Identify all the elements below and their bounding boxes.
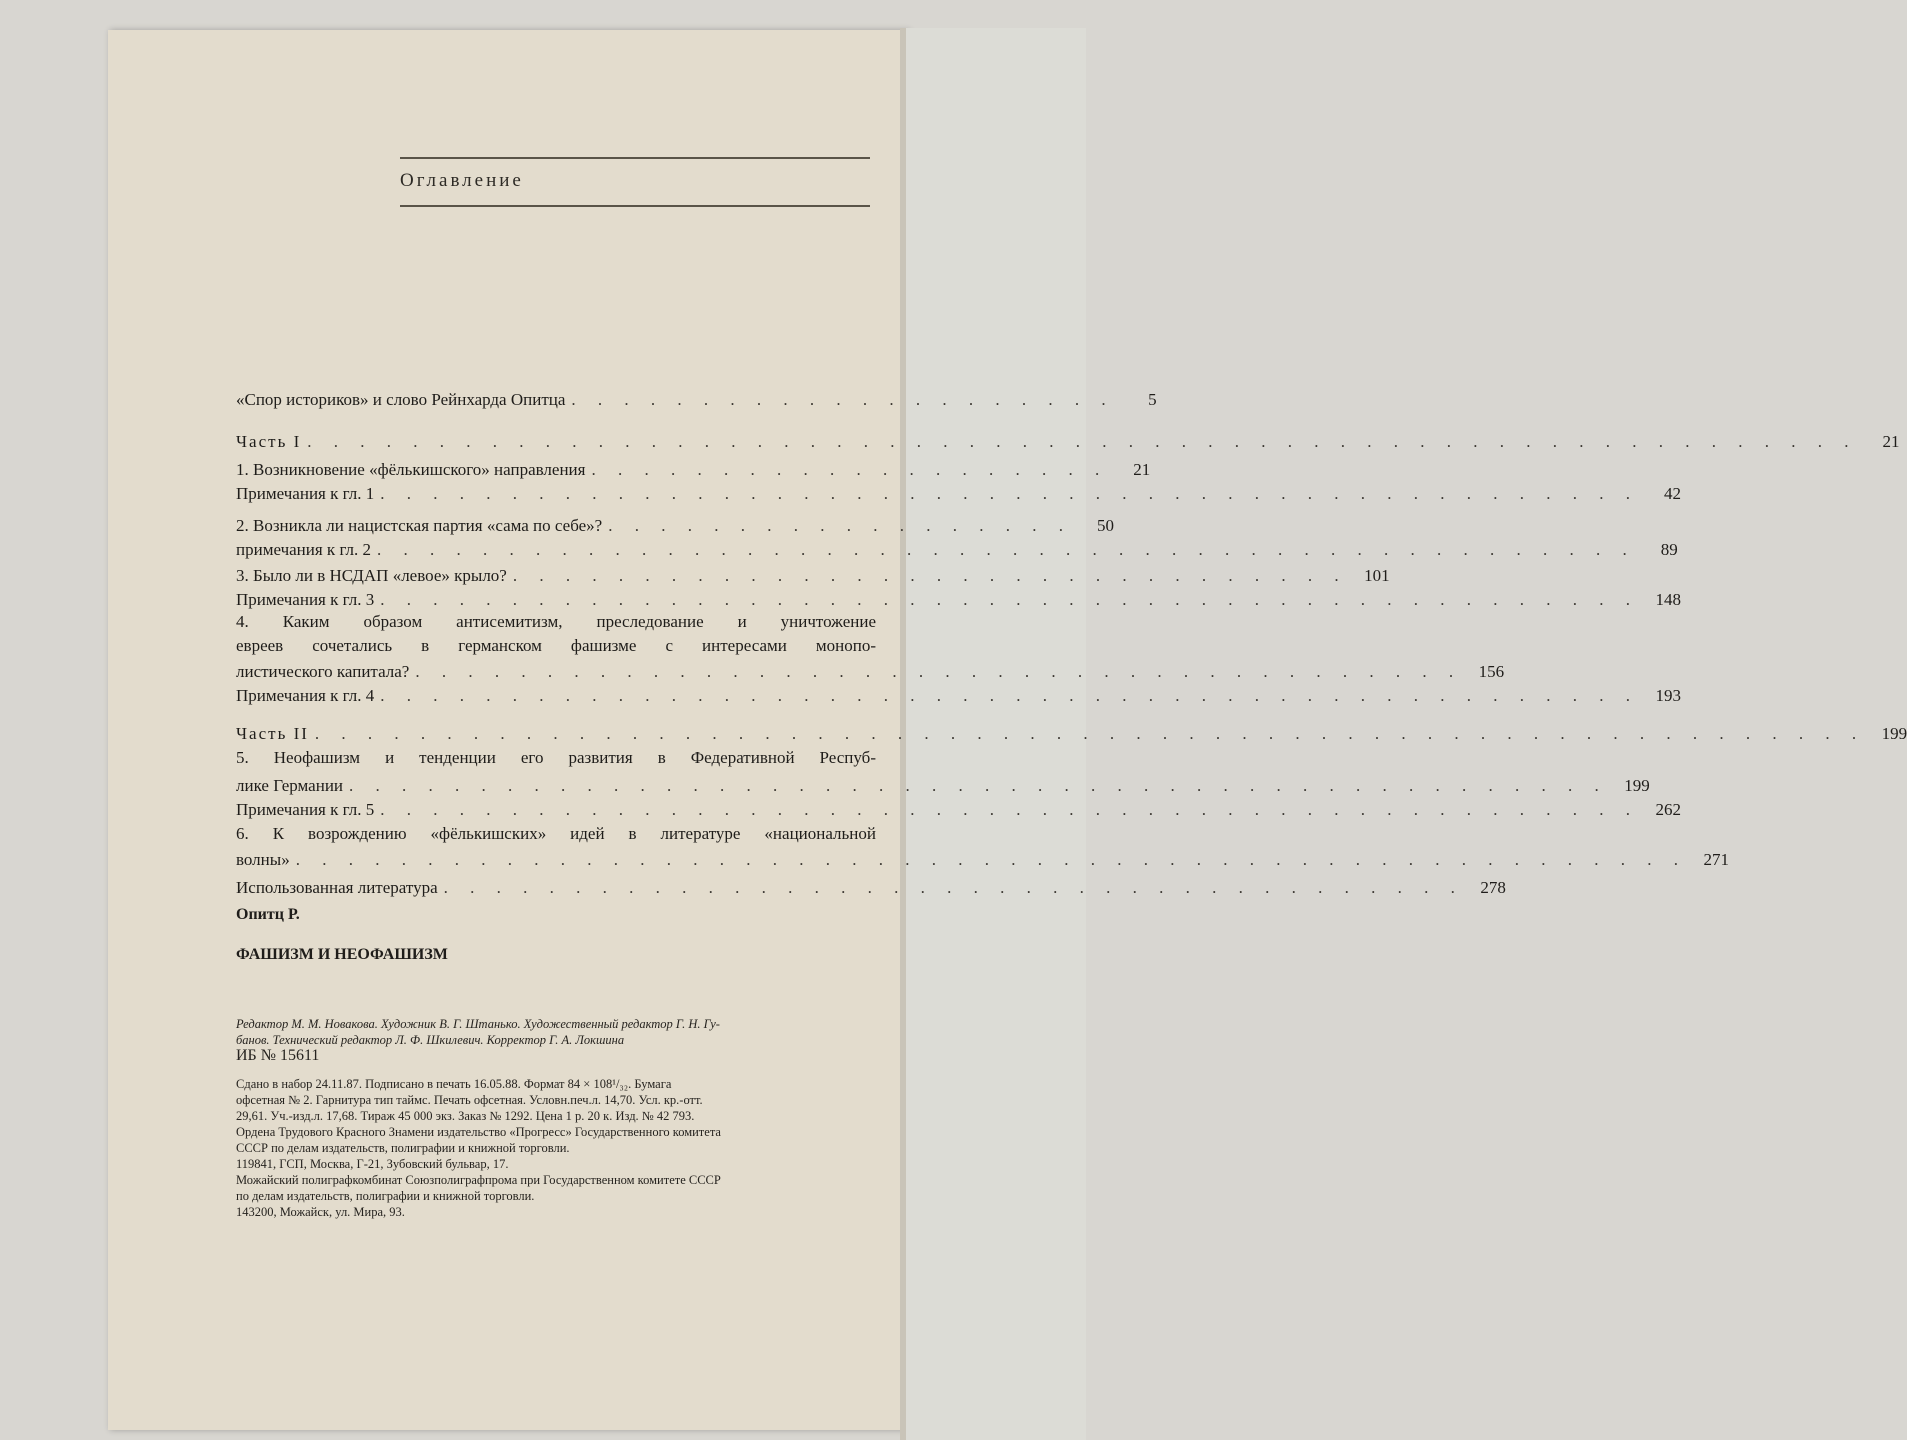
- toc-entry-title: 3. Было ли в НСДАП «левое» крыло?: [236, 566, 507, 585]
- author-name: Опитц Р.: [236, 906, 300, 923]
- toc-entry: [236, 430, 1900, 452]
- toc-entry: [236, 388, 1157, 410]
- toc-entry-page: 193: [1655, 686, 1681, 705]
- toc-entry: [236, 482, 1681, 504]
- leader-dots: . . . . . . . . . . . . . . . . . . . . . . . . . . . . . . . . . . . . . . . . . . . . . . . . . . . . . . . . . . .: [314, 724, 1866, 743]
- imprint-line: Редактор М. М. Новакова. Художник В. Г. Штанько. Художественный редактор Г. Н. Гу-: [236, 1017, 720, 1031]
- toc-entry-title: Часть II: [236, 724, 309, 743]
- heading-rule-top: [400, 157, 870, 159]
- toc-entry-title: Примечания к гл. 3: [236, 590, 375, 609]
- toc-entry-title: волны»: [236, 850, 290, 869]
- toc-entry-title: Использованная литература: [236, 878, 438, 897]
- leader-dots: . . . . . . . . . . . . . . . . . . . . . . . . . . . . . . . . . . . . . . . . . . . . . . . .: [380, 484, 1639, 503]
- toc-entry: [236, 684, 1681, 706]
- leader-dots: . . . . . . . . . . . . . . . . . . . . . . . . . . . . . . . .: [512, 566, 1348, 585]
- toc-entry-title: 2. Возникла ли нацистская партия «сама по себе»?: [236, 516, 603, 535]
- toc-entry-title: 1. Возникновение «фёлькишского» направления: [236, 460, 586, 479]
- toc-entry-title: лике Германии: [236, 776, 344, 795]
- imprint-line: 143200, Можайск, ул. Мира, 93.: [236, 1205, 405, 1219]
- toc-entry-page: 199: [1624, 776, 1650, 795]
- toc-entry-title: Примечания к гл. 4: [236, 686, 375, 705]
- toc-entry-page: 262: [1655, 800, 1681, 819]
- toc-entry: [236, 722, 1907, 744]
- toc-entry-line: 5. Неофашизм и тенденции его развития в Федеративной Респуб-: [236, 748, 876, 767]
- leader-dots: . . . . . . . . . . . . . . . . . . . . . . . . . . . . . . . . . . . . . . . . . . . . . . . .: [380, 590, 1639, 609]
- leader-dots: . . . . . . . . . . . . . . . . . . . . .: [571, 390, 1115, 409]
- heading-rule-bottom: [400, 205, 870, 207]
- leader-dots: . . . . . . . . . . . . . . . . . . . . . . . . . . . . . . . . . . . . . . . . . . . . . . . . . . . . . . . . . . .: [307, 432, 1858, 451]
- toc-entry: [236, 876, 1506, 898]
- toc-entry: [236, 660, 1505, 682]
- leader-dots: . . . . . . . . . . . . . . . . . . . . . . . . . . . . . . . . . . . . . . . . . . . . . . . .: [377, 540, 1636, 559]
- imprint-line: Можайский полиграфкомбинат Союзполиграфпрома при Государственном комитете СССР: [236, 1173, 721, 1187]
- toc-entry-page: 278: [1480, 878, 1506, 897]
- toc-entry: [236, 514, 1114, 536]
- page-title: Оглавление: [400, 170, 524, 191]
- imprint-line: 119841, ГСП, Москва, Г-21, Зубовский бульвар, 17.: [236, 1157, 509, 1171]
- leader-dots: . . . . . . . . . . . . . . . . . . . . . . . . . . . . . . . . . . . . . . . . . . . . . . . .: [380, 800, 1639, 819]
- imprint-line: Ордена Трудового Красного Знамени издательство «Прогресс» Государственного комитета: [236, 1125, 721, 1139]
- toc-entry: [236, 538, 1678, 560]
- toc-entry-page: 89: [1660, 540, 1678, 559]
- imprint-line: банов. Технический редактор Л. Ф. Шкилевич. Корректор Г. А. Локшина: [236, 1033, 625, 1047]
- leader-dots: . . . . . . . . . . . . . . . . . .: [608, 516, 1072, 535]
- toc-entry-title: листического капитала?: [236, 662, 410, 681]
- imprint-line: 29,61. Уч.-изд.л. 17,68. Тираж 45 000 экз. Заказ № 1292. Цена 1 р. 20 к. Изд. № 42 793.: [236, 1109, 695, 1123]
- toc-entry-page: 199: [1881, 724, 1907, 743]
- book-title: ФАШИЗМ И НЕОФАШИЗМ: [236, 946, 448, 963]
- toc-entry: [236, 798, 1681, 820]
- toc-entry-line: 6. К возрождению «фёлькишских» идей в литературе «национальной: [236, 824, 876, 843]
- toc-entry: [236, 774, 1650, 796]
- imprint-details: [236, 1076, 876, 1220]
- leader-dots: . . . . . . . . . . . . . . . . . . . . . . . . . . . . . . . . . . . . . . .: [443, 878, 1464, 897]
- leader-dots: . . . . . . . . . . . . . . . . . . . . . . . . . . . . . . . . . . . . . . . . . . . . . . . .: [349, 776, 1608, 795]
- imprint-line: офсетная № 2. Гарнитура тип таймс. Печать офсетная. Условн.печ.л. 14,70. Усл. кр.-отт.: [236, 1093, 703, 1107]
- toc-entry-page: 42: [1663, 484, 1681, 503]
- toc-entry: [236, 458, 1151, 480]
- toc-entry-page: 5: [1148, 390, 1157, 409]
- toc-entry-title: Часть I: [236, 432, 302, 451]
- toc-entry-title: Примечания к гл. 5: [236, 800, 375, 819]
- toc-entry-page: 101: [1364, 566, 1390, 585]
- toc-entry-line: 4. Каким образом антисемитизм, преследование и уничтожение: [236, 612, 876, 631]
- leader-dots: . . . . . . . . . . . . . . . . . . . .: [591, 460, 1109, 479]
- imprint-line: СССР по делам издательств, полиграфии и книжной торговли.: [236, 1141, 570, 1155]
- imprint-ib-number: ИБ № 15611: [236, 1047, 320, 1064]
- toc-entry-page: 148: [1655, 590, 1681, 609]
- leader-dots: . . . . . . . . . . . . . . . . . . . . . . . . . . . . . . . . . . . . . . . . . . . . . . . . . . . . .: [295, 850, 1687, 869]
- toc-entry-page: 156: [1478, 662, 1505, 681]
- toc-entry-page: 21: [1882, 432, 1900, 451]
- toc-entry-title: «Спор историков» и слово Рейнхарда Опитца: [236, 390, 566, 409]
- leader-dots: . . . . . . . . . . . . . . . . . . . . . . . . . . . . . . . . . . . . . . . .: [415, 662, 1463, 681]
- toc-entry-page: 21: [1133, 460, 1151, 479]
- toc-entry: [236, 848, 1729, 870]
- toc-entry: [236, 588, 1681, 610]
- leader-dots: . . . . . . . . . . . . . . . . . . . . . . . . . . . . . . . . . . . . . . . . . . . . . . . .: [380, 686, 1639, 705]
- imprint-line: по делам издательств, полиграфии и книжной торговли.: [236, 1189, 535, 1203]
- toc-entry-line: евреев сочетались в германском фашизме с интересами монопо-: [236, 636, 876, 655]
- imprint-line: Сдано в набор 24.11.87. Подписано в печать 16.05.88. Формат 84 × 108¹/₃₂. Бумага: [236, 1077, 672, 1091]
- toc-entry-title: примечания к гл. 2: [236, 540, 372, 559]
- toc-entry: [236, 564, 1390, 586]
- toc-entry-page: 50: [1096, 516, 1114, 535]
- toc-entry-page: 271: [1703, 850, 1729, 869]
- toc-entry-title: Примечания к гл. 1: [236, 484, 375, 503]
- imprint-editors: [236, 1016, 876, 1064]
